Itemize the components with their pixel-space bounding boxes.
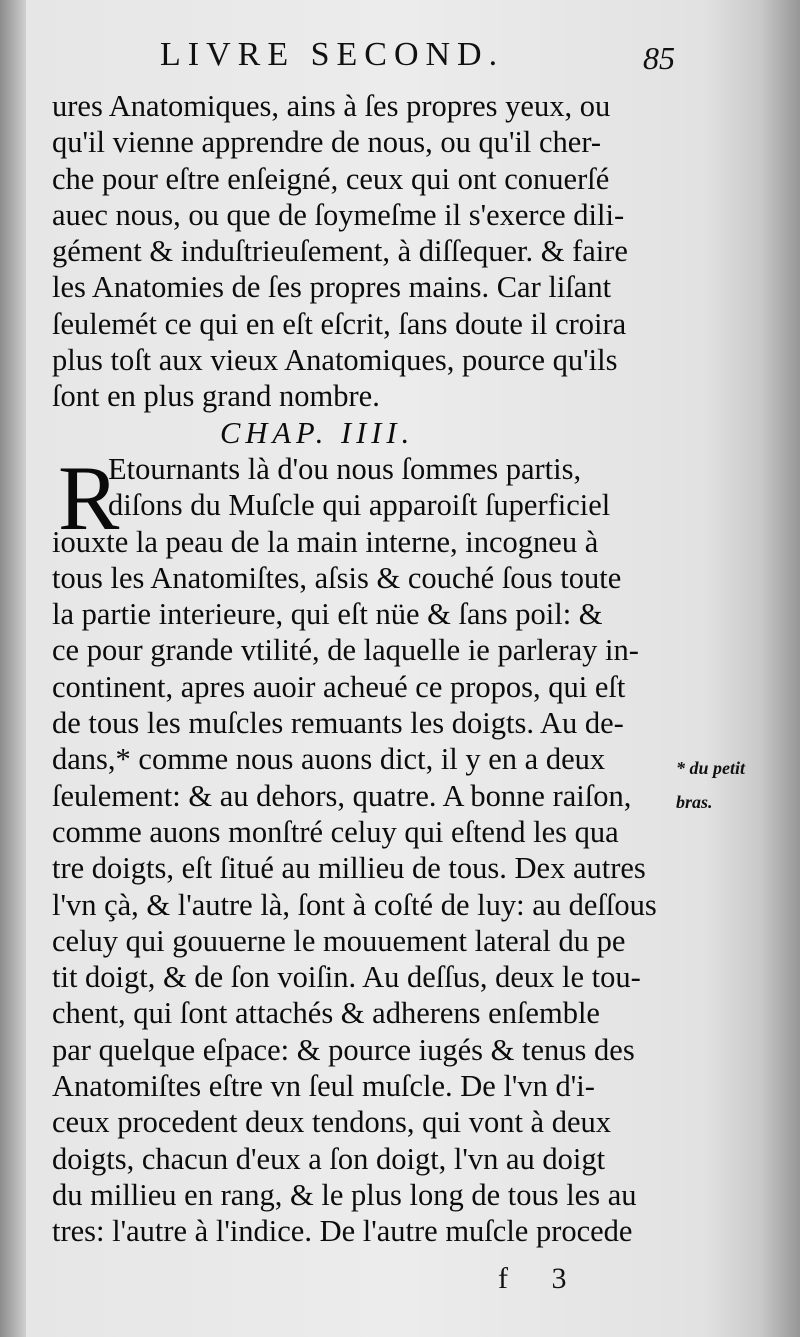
text-line: continent, apres auoir acheué ce propos, qui eſt	[52, 669, 626, 704]
text-line: de tous les muſcles remuants les doigts. Au de-	[52, 706, 624, 741]
running-title: LIVRE SECOND.	[160, 36, 505, 73]
text-line: ce pour grande vtilité, de laquelle ie parleray in-	[52, 633, 639, 668]
text-line: dans,* comme nous auons dict, il y en a deux	[52, 742, 606, 777]
text-line: qu'il vienne apprendre de nous, ou qu'il cher-	[52, 125, 602, 160]
text-line: tous les Anatomiſtes, aſsis & couché ſous toute	[52, 560, 622, 595]
text-line: comme auons monſtré celuy qui eſtend les qua	[52, 814, 619, 849]
text-line: chent, qui ſont attachés & adherens enſemble	[52, 996, 600, 1031]
text-line: plus toſt aux vieux Anatomiques, pource qu'ils	[52, 343, 618, 378]
page-gutter	[0, 0, 26, 1337]
text-line: che pour eſtre enſeigné, ceux qui ont conuerſé	[52, 161, 610, 196]
text-line: Etournants là d'ou nous ſommes partis,	[108, 451, 582, 486]
text-line: ures Anatomiques, ains à ſes propres yeux, ou	[52, 89, 611, 123]
text-line: ſont en plus grand nombre.	[52, 379, 380, 414]
text-line: auec nous, ou que de ſoymeſme il s'exerce dili-	[52, 197, 625, 232]
text-line: tres: l'autre à l'indice. De l'autre muſcle procede	[52, 1214, 633, 1249]
text-line: l'vn çà, & l'autre là, ſont à coſté de luy: au deſſous	[52, 887, 657, 922]
text-line: celuy qui gouuerne le mouuement lateral du pe	[52, 923, 626, 958]
text-line: tit doigt, & de ſon voiſin. Au deſſus, deux le tou-	[52, 960, 641, 995]
text-line: diſons du Muſcle qui apparoiſt ſuperficiel	[108, 488, 611, 523]
chapter-heading: CHAP. IIII.	[220, 415, 415, 450]
text-line: ſeulement: & au dehors, quatre. A bonne raiſon,	[52, 778, 632, 813]
text-line: tre doigts, eſt ſitué au millieu de tous. Dex autres	[52, 851, 646, 886]
text-line: Anatomiſtes eſtre vn ſeul muſcle. De l'vn d'i-	[52, 1069, 595, 1104]
page-body	[52, 88, 672, 1250]
page-number: 85	[643, 40, 675, 76]
text-line: gément & induſtrieuſement, à diſſequer. & faire	[52, 234, 628, 269]
text-line: iouxte la peau de la main interne, incogneu à	[52, 524, 599, 559]
text-line: les Anatomies de ſes propres mains. Car liſant	[52, 270, 612, 305]
text-line: par quelque eſpace: & pource iugés & tenus des	[52, 1032, 635, 1067]
text-line: ſeulemét ce qui en eſt eſcrit, ſans doute il croira	[52, 306, 627, 341]
page-edge-shadow	[760, 0, 800, 1337]
text-line: du millieu en rang, & le plus long de tous les au	[52, 1177, 637, 1212]
marginal-note-line: bras.	[676, 792, 713, 812]
drop-cap: R	[58, 447, 120, 549]
text-line: ceux procedent deux tendons, qui vont à deux	[52, 1105, 612, 1140]
text-line: doigts, chacun d'eux a ſon doigt, l'vn au doigt	[52, 1141, 606, 1176]
signature-mark: f 3	[498, 1262, 585, 1295]
marginal-note-line: * du petit	[676, 758, 746, 778]
text-line: la partie interieure, qui eſt nüe & ſans poil: &	[52, 597, 603, 632]
